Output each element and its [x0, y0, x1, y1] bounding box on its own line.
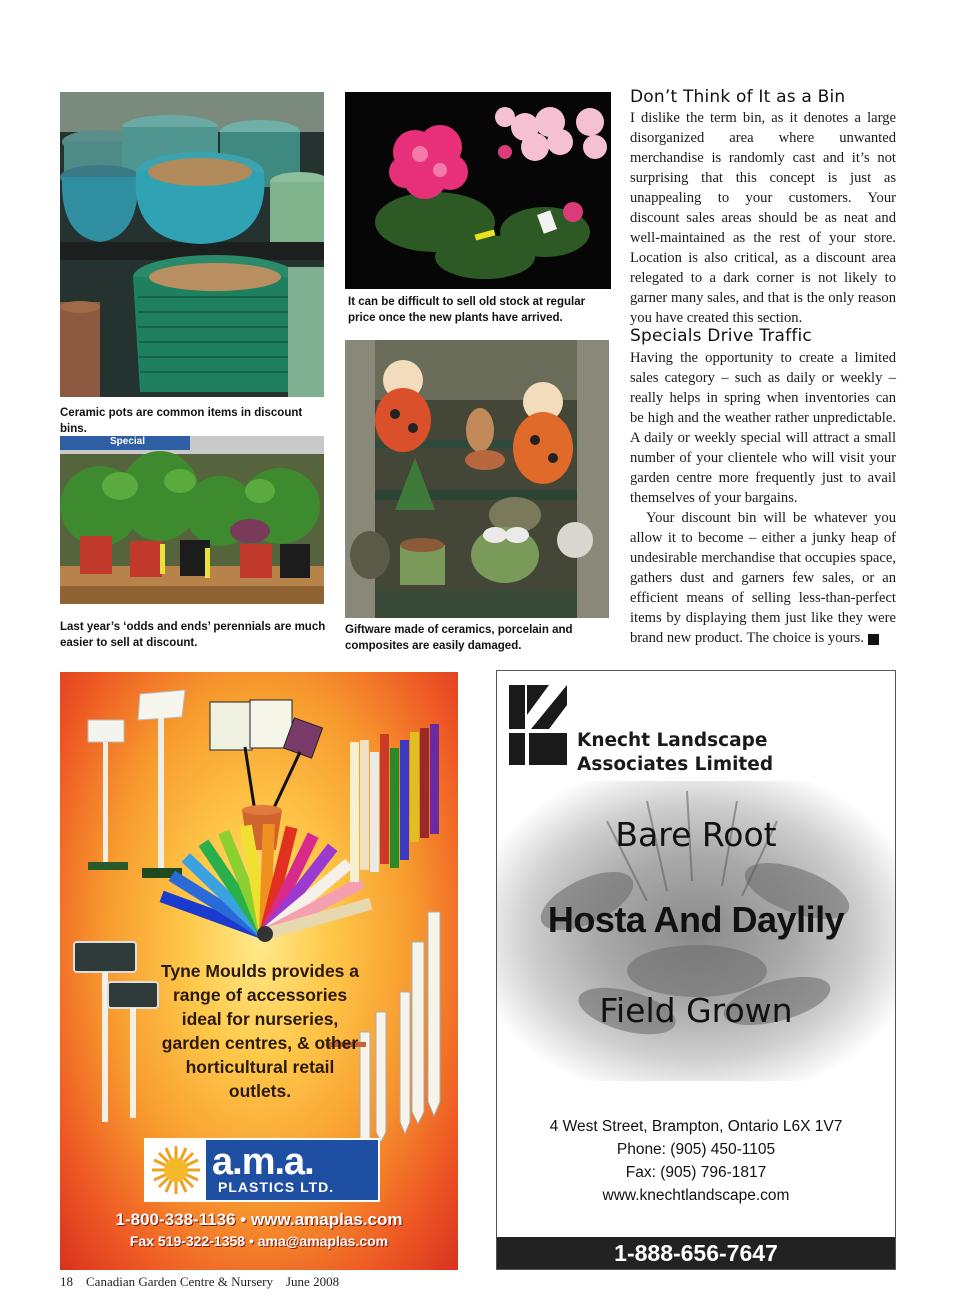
knecht-website-link[interactable]: www.knechtlandscape.com [602, 1187, 790, 1204]
page-number: 18 [60, 1274, 73, 1289]
paragraph-discount-bin-text: Your discount bin will be whatever you allow it to become – either a junky heap of undesirable merchandise that occupies space, gathers dust and garners few sales, or an efficient means of selling less-than-perfect items by displaying them just like they were brand new product. The choice is yours. [630, 510, 896, 646]
heading-dont-think-bin: Don’t Think of It as a Bin [630, 87, 846, 107]
knecht-address: 4 West Street, Brampton, Ontario L6X 1V7 [549, 1118, 843, 1135]
ama-brand-subtitle: PLASTICS LTD. [218, 1179, 335, 1195]
ama-contact-line2[interactable]: Fax 519-322-1358 • ama@amaplas.com [129, 1233, 389, 1249]
knecht-headline-field-grown: Field Grown [599, 991, 793, 1030]
knecht-phone[interactable]: Phone: (905) 450-1105 [616, 1141, 776, 1158]
perennials-sign-label: Special [110, 436, 146, 447]
ceramic-pots-illustration [60, 92, 324, 397]
ad-ama-plastics[interactable] [60, 672, 458, 1270]
paragraph-bin: I dislike the term bin, as it denotes a large disorganized area where unwanted merchandise is randomly cast and it’s not surprising that this concept is just as unappealing to your customers. Your discount sales areas should be as neat and well-maintained as the rest of your store. Location is also critical, as a discount area relegated to a dark corner is not likely to garner many sales, and that is the only reason you have created this section. [630, 110, 896, 326]
article-section1-body [630, 108, 896, 328]
knecht-contact-info [497, 1115, 895, 1207]
ama-body-text: Tyne Moulds provides a range of accessories ideal for nurseries, garden centres, & other horticultural retail outlets. [160, 961, 360, 1101]
knecht-company-line1: Knecht Landscape [577, 730, 768, 751]
caption-perennials: Last year’s ‘odds and ends’ perennials are much easier to sell at discount. [60, 621, 326, 649]
photo-rhododendron [345, 92, 611, 289]
caption-rhododendron: It can be difficult to sell old stock at regular price once the new plants have arrived. [348, 296, 586, 324]
knecht-company-name [577, 729, 773, 777]
perennials-illustration [60, 436, 324, 604]
ama-brand-name: a.m.a. [212, 1141, 314, 1183]
photo-perennials [60, 436, 324, 604]
giftware-illustration [345, 340, 609, 618]
end-of-article-mark: SC [868, 634, 879, 645]
knecht-fax: Fax: (905) 796-1817 [625, 1164, 767, 1181]
publication-name: Canadian Garden Centre & Nursery [86, 1274, 273, 1289]
knecht-tollfree-bar[interactable]: 1-888-656-7647 [497, 1237, 895, 1269]
knecht-headline-bare-root: Bare Root [615, 815, 777, 854]
paragraph-specials: Having the opportunity to create a limited sales category – such as daily or weekly – really helps in spring when inventories can be high and the weather rather unpredictable. A daily or weekly special will attract a small number of your clientele who will visit your garden centre more frequently just to avail themselves of your bargains. [630, 350, 896, 506]
caption-ceramic-pots: Ceramic pots are common items in discount bins. [60, 407, 303, 435]
ama-logo[interactable] [144, 1138, 380, 1202]
photo-giftware [345, 340, 609, 618]
knecht-logo-icon [509, 685, 569, 767]
caption-giftware: Giftware made of ceramics, porcelain and composites are easily damaged. [345, 624, 573, 652]
paragraph-discount-bin [630, 508, 896, 648]
article-section2-body [630, 348, 896, 648]
knecht-headline-hosta: Hosta And Daylily [547, 899, 845, 940]
photo-ceramic-pots [60, 92, 324, 397]
issue-date: June 2008 [286, 1274, 340, 1289]
rhododendron-illustration [345, 92, 611, 289]
ad-knecht-landscape[interactable] [496, 670, 896, 1270]
sun-icon [146, 1140, 206, 1200]
ama-contact-line1[interactable]: 1-800-338-1136 • www.amaplas.com [115, 1210, 403, 1229]
heading-specials-drive-traffic: Specials Drive Traffic [630, 326, 812, 346]
page-footer [60, 1274, 339, 1290]
knecht-company-line2: Associates Limited [577, 754, 774, 775]
